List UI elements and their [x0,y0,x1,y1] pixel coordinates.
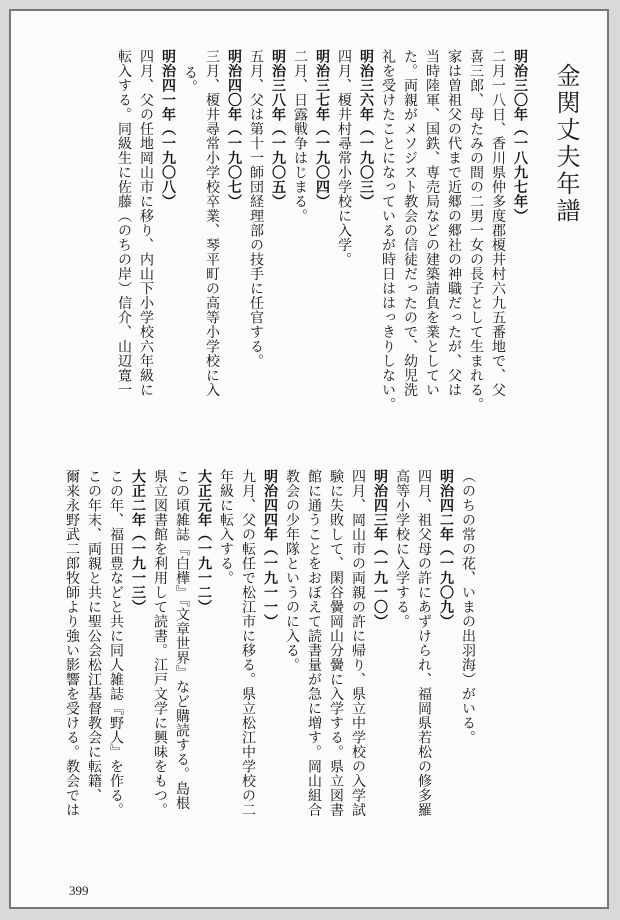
text-line: 転入する。同級生に佐藤（のちの岸）信介、山辺寛一 [116,49,132,397]
text-line: この年末、両親と共に聖公会松江基督教会に転籍、 [86,469,102,803]
document-page [9,9,609,909]
text-line: この頃雑誌『白樺』『文章世界』など購読する。島根 [174,469,190,810]
page-number: 399 [69,883,89,898]
text-line: 二月一八日、香川県仲多度郡榎井村六九五番地で、父 [490,49,506,397]
text-line: 九月、父の転任で松江市に移る。県立松江中学校の二 [240,469,256,817]
text-line: 二月、日露戦争はじまる。 [292,49,308,223]
year-heading: 明治四三年（一九一〇） [372,469,388,629]
text-line: 家は曽祖父の代まで近郷の郷社の神職だったが、父は [446,49,462,397]
lower-text-block [61,469,479,869]
text-line: 年級に転入する。 [218,469,234,585]
text-line: 三月、榎井尋常小学校卒業、琴平町の高等小学校に入 [204,49,220,397]
year-heading: 明治三七年（一九〇四） [314,49,330,209]
text-line: この年、福田豊などと共に同人雑誌『野人』を作る。 [108,469,124,817]
upper-text-block [113,49,531,469]
text-line: 四月、榎井村尋常小学校に入学。 [336,49,352,267]
text-line: 四月、祖父母の許にあずけられ、福岡県若松の修多羅 [416,469,432,817]
text-line: 五月、父は第十一師団経理部の技手に任官する。 [248,49,264,368]
text-line: 爾来永野武二郎牧師より強い影響を受ける。教会では [64,469,80,817]
year-heading: 明治三六年（一九〇三） [358,49,374,209]
text-line: （のちの常の花、いまの出羽海）がいる。 [460,469,476,745]
text-line: る。 [182,65,198,94]
text-line: 四月、岡山市の両親の許に帰り、県立中学校の入学試 [350,469,366,817]
text-line: 当時陸軍、国鉄、専売局などの建築請負を業としてい [424,49,440,397]
year-heading: 明治四四年（一九一一） [262,469,278,629]
text-line: 喜三郎、母たみの間の二男一女の長子として生まれる。 [468,49,484,412]
year-heading: 明治三〇年（一八九七年） [512,49,528,223]
text-line: 県立図書館を利用して読書。江戸文学に興味をもつ。 [152,469,168,817]
year-heading: 明治四〇年（一九〇七） [226,49,242,209]
text-line: た。両親がメソジスト教会の信徒だったので、幼児洗 [402,49,418,397]
text-line: 高等小学校に入学する。 [394,469,410,629]
year-heading: 明治四二年（一九〇九） [438,469,454,629]
text-line: 館に通うことをおぼえて読書量が急に増す。岡山組合 [306,469,322,817]
text-line: 験に失敗して、閑谷黌岡山分黌に入学する。県立図書 [328,469,344,817]
year-heading: 明治四一年（一九〇八） [160,49,176,209]
document-title: 金関丈夫年譜 [552,63,580,225]
year-heading: 大正元年（一九一二） [196,469,212,614]
text-line: 教会の少年隊というのに入る。 [284,469,300,672]
text-line: 四月、父の任地岡山市に移り、内山下小学校六年級に [138,49,154,397]
year-heading: 明治三八年（一九〇五） [270,49,286,209]
text-line: 礼を受けたことになっているが時日ははっきりしない。 [380,49,396,412]
year-heading: 大正二年（一九一三） [130,469,146,614]
